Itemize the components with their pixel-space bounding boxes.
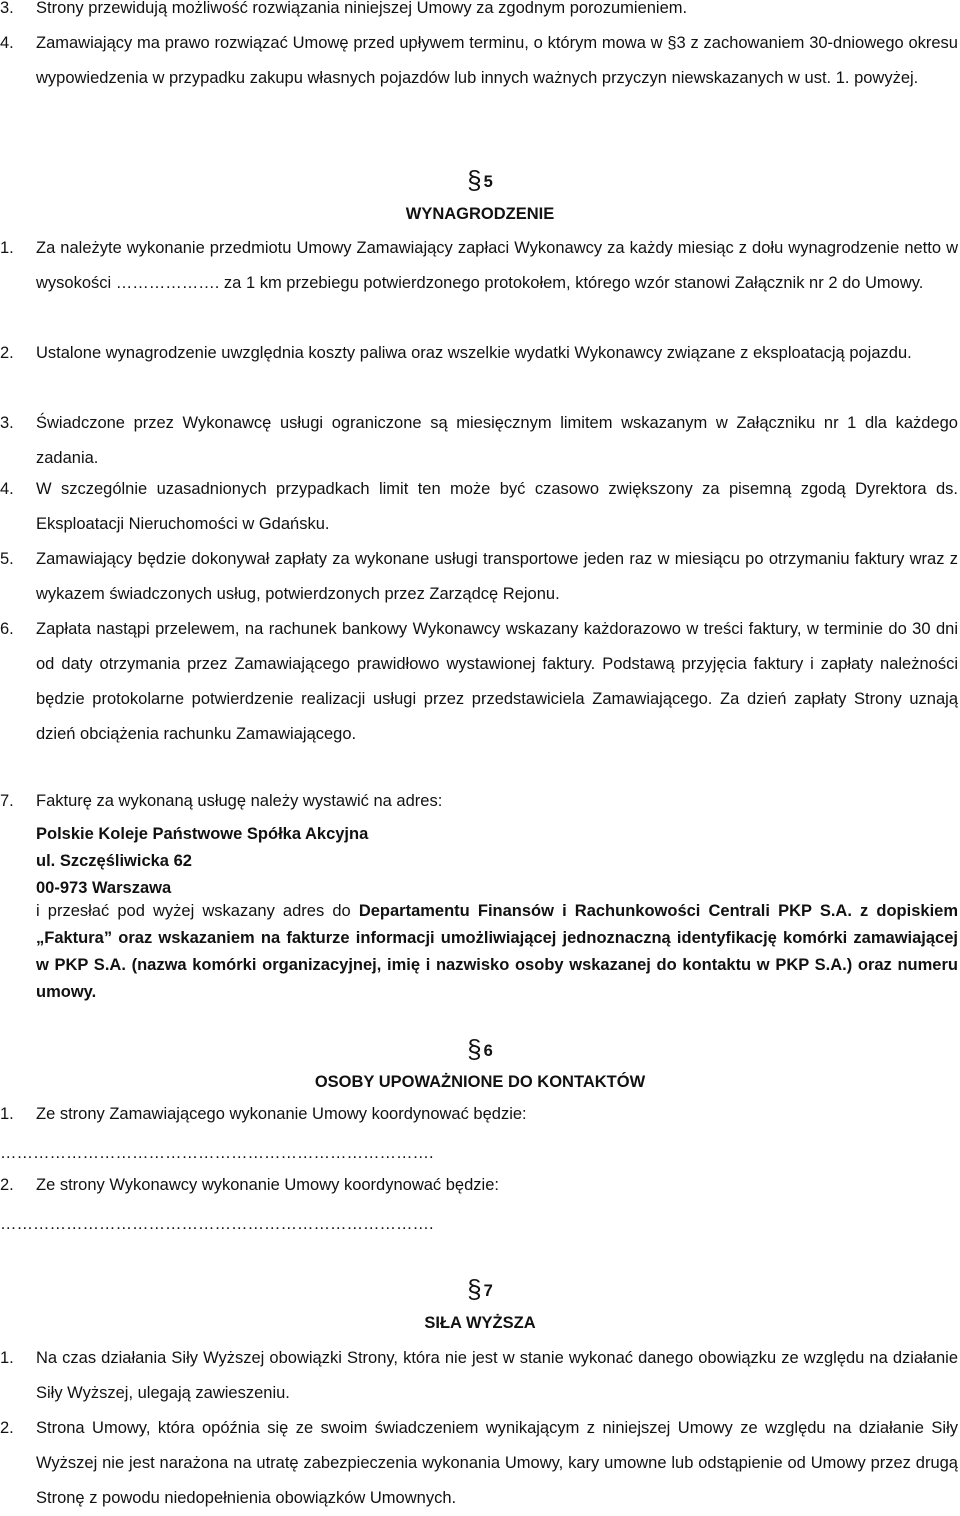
invoice-address xyxy=(36,821,368,902)
section-number: 6 xyxy=(483,1042,493,1060)
clause-number: 2. xyxy=(0,1419,14,1437)
clause-number: 3. xyxy=(0,414,14,432)
clause-text: Na czas działania Siły Wyższej obowiązki Strony, która nie jest w stanie wykonać danego obowiązku ze względu na działanie Siły Wyższej, ulegają zawieszeniu. xyxy=(36,1349,958,1402)
address-line: ul. Szczęśliwicka 62 xyxy=(36,852,192,870)
clause-number: 2. xyxy=(0,344,14,362)
clause-text: Ze strony Zamawiającego wykonanie Umowy koordynować będzie: xyxy=(36,1105,527,1123)
clause-text: W szczególnie uzasadnionych przypadkach limit ten może być czasowo zwiększony za pisemną zgodą Dyrektora ds. Eksploatacji Nieruchomości w Gdańsku. xyxy=(36,480,958,533)
section-symbol: § xyxy=(467,1274,482,1304)
clause-number: 5. xyxy=(0,550,14,568)
clause-text: Fakturę za wykonaną usługę należy wystawić na adres: xyxy=(36,792,443,810)
clause-number: 1. xyxy=(0,1105,14,1123)
section-heading-number xyxy=(0,1032,960,1069)
blank-fill-line: ……………………………………………………………………. xyxy=(0,1144,434,1162)
clause-text: Za należyte wykonanie przedmiotu Umowy Zamawiający zapłaci Wykonawcy za każdy miesiąc z dołu wynagrodzenie netto w wysokości ………………. za 1 km przebiegu potwierdzonego protokołem, którego wzór stanowi Załącznik nr 2 do Umowy. xyxy=(36,239,958,292)
clause-text: Strona Umowy, która opóźnia się ze swoim świadczeniem wynikającym z niniejszej Umowy ze względu na działanie Siły Wyższej nie jest narażona na utratę zabezpieczenia wykonania Umowy, kary umowne lub odstąpienie od Umowy przez drugą Stronę z powodu niedopełnienia obowiązków Umownych. xyxy=(36,1419,958,1507)
section-title: WYNAGRODZENIE xyxy=(405,205,555,223)
clause-text: Zamawiający będzie dokonywał zapłaty za wykonane usługi transportowe jeden raz w miesiącu po otrzymaniu faktury wraz z wykazem świadczonych usług, potwierdzonych przez Zarządcę Rejonu. xyxy=(36,550,958,603)
clause-number: 4. xyxy=(0,34,14,52)
clause-number: 4. xyxy=(0,480,14,498)
address-line: Polskie Koleje Państwowe Spółka Akcyjna xyxy=(36,825,369,843)
clause-number: 1. xyxy=(0,239,14,257)
clause-number: 1. xyxy=(0,1349,14,1367)
blank-fill-line: ……………………………………………………………………. xyxy=(0,1215,434,1233)
section-symbol: § xyxy=(467,165,482,195)
section-heading-number xyxy=(0,1272,960,1309)
send-prefix: i przesłać pod wyżej wskazany adres do xyxy=(36,902,359,920)
section-title: OSOBY UPOWAŻNIONE DO KONTAKTÓW xyxy=(314,1073,646,1091)
clause-text: Zapłata nastąpi przelewem, na rachunek bankowy Wykonawcy wskazany każdorazowo w treści faktury, w terminie do 30 dni od daty otrzymania przez Zamawiającego prawidłowo wystawionej faktury. Podstawą przyjęcia faktury i zapłaty należności będzie protokolarne potwierdzenie realizacji usługi przez przedstawiciela Zamawiającego. Za dzień zapłaty Strony uznają dzień obciążenia rachunku Zamawiającego. xyxy=(36,620,958,743)
clause-number: 7. xyxy=(0,792,14,810)
send-instruction-text xyxy=(36,898,958,1006)
section-title: SIŁA WYŻSZA xyxy=(424,1314,536,1332)
section-number: 5 xyxy=(483,173,493,191)
clause-text: Ustalone wynagrodzenie uwzględnia koszty paliwa oraz wszelkie wydatki Wykonawcy związane z eksploatacją pojazdu. xyxy=(36,344,912,362)
section-number: 7 xyxy=(483,1282,493,1300)
clause-number: 3. xyxy=(0,0,14,17)
clause-text: Strony przewidują możliwość rozwiązania niniejszej Umowy za zgodnym porozumieniem. xyxy=(36,0,688,17)
section-heading-number xyxy=(0,163,960,200)
section-symbol: § xyxy=(467,1034,482,1064)
clause-number: 2. xyxy=(0,1176,14,1194)
clause-text: Świadczone przez Wykonawcę usługi ograniczone są miesięcznym limitem wskazanym w Załączniku nr 1 dla każdego zadania. xyxy=(36,414,958,467)
clause-number: 6. xyxy=(0,620,14,638)
clause-text: Ze strony Wykonawcy wykonanie Umowy koordynować będzie: xyxy=(36,1176,499,1194)
send-bold: Departamentu Finansów i Rachunkowości Centrali PKP S.A. z dopiskiem „Faktura” oraz wskazaniem na fakturze informacji umożliwiającej jednoznaczną identyfikację komórki zamawiającej w PKP S.A. (nazwa komórki organizacyjnej, imię i nazwisko osoby wskazanej do kontaktu w PKP S.A.) oraz numeru umowy. xyxy=(36,902,958,1001)
clause-text: Zamawiający ma prawo rozwiązać Umowę przed upływem terminu, o którym mowa w §3 z zachowaniem 30-dniowego okresu wypowiedzenia w przypadku zakupu własnych pojazdów lub innych ważnych przyczyn niewskazanych w ust. 1. powyżej. xyxy=(36,34,958,87)
address-line: 00-973 Warszawa xyxy=(36,879,172,897)
